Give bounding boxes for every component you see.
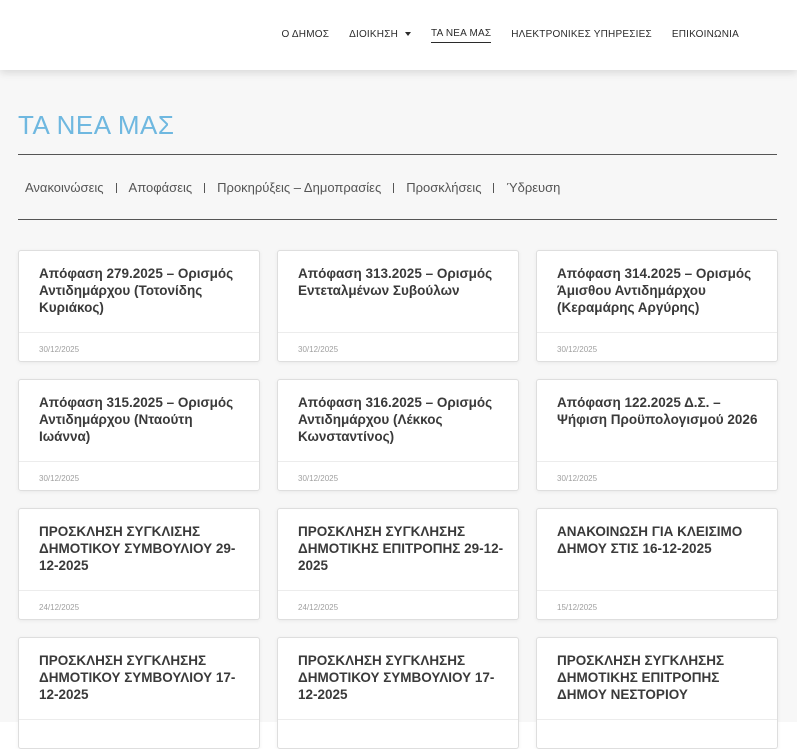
divider: [493, 183, 494, 193]
post-title[interactable]: Απόφαση 314.2025 – Ορισμός Άμισθου Αντιδημάρχου (Κεραμάρης Αργύρης): [557, 266, 752, 315]
post-title[interactable]: ΠΡΟΣΚΛΗΣΗ ΣΥΓΚΛΗΣΗΣ ΔΗΜΟΤΙΚΟΥ ΣΥΜΒΟΥΛΙΟΥ 17-12-2025: [298, 653, 495, 702]
main-nav: [261, 28, 739, 43]
post-footer: [537, 332, 777, 361]
divider: [18, 154, 777, 155]
post-title[interactable]: Απόφαση 279.2025 – Ορισμός Αντιδημάρχου (Τοτονίδης Κυριάκος): [39, 266, 234, 315]
post-date: 24/12/2025: [298, 603, 339, 612]
nav-item-ilektronikes-ypiresies[interactable]: [511, 29, 652, 43]
chevron-down-icon: [405, 32, 411, 36]
post-date: 30/12/2025: [557, 345, 598, 354]
news-page: [0, 70, 797, 722]
post-date: 15/12/2025: [557, 603, 598, 612]
post-footer: [537, 719, 777, 748]
post-footer: [278, 590, 518, 619]
post-card[interactable]: [536, 250, 778, 362]
post-title[interactable]: Απόφαση 313.2025 – Ορισμός Εντεταλμένων Συβούλων: [298, 266, 493, 298]
post-footer: [537, 461, 777, 490]
post-card[interactable]: [536, 637, 778, 749]
posts-grid: [18, 250, 777, 749]
post-footer: [19, 332, 259, 361]
post-card[interactable]: [277, 379, 519, 491]
nav-item-label: Ο ΔΗΜΟΣ: [281, 28, 330, 40]
post-footer: [278, 719, 518, 748]
category-filter-bar: [25, 180, 560, 195]
post-footer: [19, 590, 259, 619]
filter-ydrefsi[interactable]: Ύδρευση: [506, 180, 561, 195]
post-title[interactable]: ΑΝΑΚΟΙΝΩΣΗ ΓΙΑ ΚΛΕΙΣΙΜΟ ΔΗΜΟΥ ΣΤΙΣ 16-12-2025: [557, 524, 743, 556]
post-card[interactable]: [536, 508, 778, 620]
post-title[interactable]: ΠΡΟΣΚΛΗΣΗ ΣΥΓΚΛΗΣΗΣ ΔΗΜΟΤΙΚΟΥ ΣΥΜΒΟΥΛΙΟΥ 17-12-2025: [39, 653, 236, 702]
site-header: [0, 0, 797, 70]
post-date: 30/12/2025: [39, 474, 80, 483]
page-title: ΤΑ ΝΕΑ ΜΑΣ: [18, 110, 175, 140]
divider: [393, 183, 394, 193]
filter-prokiryxeis[interactable]: Προκηρύξεις – Δημοπρασίες: [217, 180, 382, 195]
nav-item-label: ΗΛΕΚΤΡΟΝΙΚΕΣ ΥΠΗΡΕΣΙΕΣ: [511, 28, 652, 40]
post-footer: [537, 590, 777, 619]
divider: [204, 183, 205, 193]
post-title[interactable]: Απόφαση 316.2025 – Ορισμός Αντιδημάρχου (Λέκκος Κωνσταντίνος): [298, 395, 493, 444]
post-card[interactable]: [18, 379, 260, 491]
post-title[interactable]: Απόφαση 122.2025 Δ.Σ. – Ψήφιση Προϋπολογισμού 2026: [557, 395, 758, 427]
nav-item-dioikisi[interactable]: [349, 29, 411, 43]
post-card[interactable]: [277, 508, 519, 620]
post-footer: [19, 719, 259, 748]
post-title[interactable]: Απόφαση 315.2025 – Ορισμός Αντιδημάρχου (Νταούτη Ιωάννα): [39, 395, 234, 444]
nav-item-label: ΤΑ ΝΕΑ ΜΑΣ: [431, 28, 492, 39]
post-title[interactable]: ΠΡΟΣΚΛΗΣΗ ΣΥΓΚΛΗΣΗΣ ΔΗΜΟΤΙΚΗΣ ΕΠΙΤΡΟΠΗΣ ΔΗΜΟΥ ΝΕΣΤΟΡΙΟΥ: [557, 653, 725, 702]
filter-apofaseis[interactable]: Αποφάσεις: [128, 180, 193, 195]
post-card[interactable]: [18, 250, 260, 362]
post-date: 24/12/2025: [39, 603, 80, 612]
post-date: 30/12/2025: [39, 345, 80, 354]
divider: [18, 219, 777, 220]
post-card[interactable]: [277, 250, 519, 362]
nav-item-ta-nea-mas[interactable]: [431, 28, 491, 43]
post-title[interactable]: ΠΡΟΣΚΛΗΣΗ ΣΥΓΚΛΙΣΗΣ ΔΗΜΟΤΙΚΟΥ ΣΥΜΒΟΥΛΙΟΥ 29-12-2025: [39, 524, 236, 573]
filter-prosklisis[interactable]: Προσκλήσεις: [406, 180, 482, 195]
post-card[interactable]: [277, 637, 519, 749]
divider: [116, 183, 117, 193]
nav-item-label: ΕΠΙΚΟΙΝΩΝΙΑ: [671, 28, 739, 40]
nav-item-epikoinonia[interactable]: [672, 29, 739, 43]
post-card[interactable]: [536, 379, 778, 491]
post-footer: [278, 461, 518, 490]
post-footer: [278, 332, 518, 361]
post-date: 30/12/2025: [298, 345, 339, 354]
post-footer: [19, 461, 259, 490]
post-title[interactable]: ΠΡΟΣΚΛΗΣΗ ΣΥΓΚΛΗΣΗΣ ΔΗΜΟΤΙΚΗΣ ΕΠΙΤΡΟΠΗΣ 29-12-2025: [298, 524, 504, 573]
post-date: 30/12/2025: [298, 474, 339, 483]
post-card[interactable]: [18, 508, 260, 620]
post-date: 30/12/2025: [557, 474, 598, 483]
filter-anakoinoseis[interactable]: Ανακοινώσεις: [25, 180, 104, 195]
post-card[interactable]: [18, 637, 260, 749]
nav-item-o-dimos[interactable]: [281, 29, 329, 43]
nav-item-label: ΔΙΟΙΚΗΣΗ: [349, 28, 399, 40]
